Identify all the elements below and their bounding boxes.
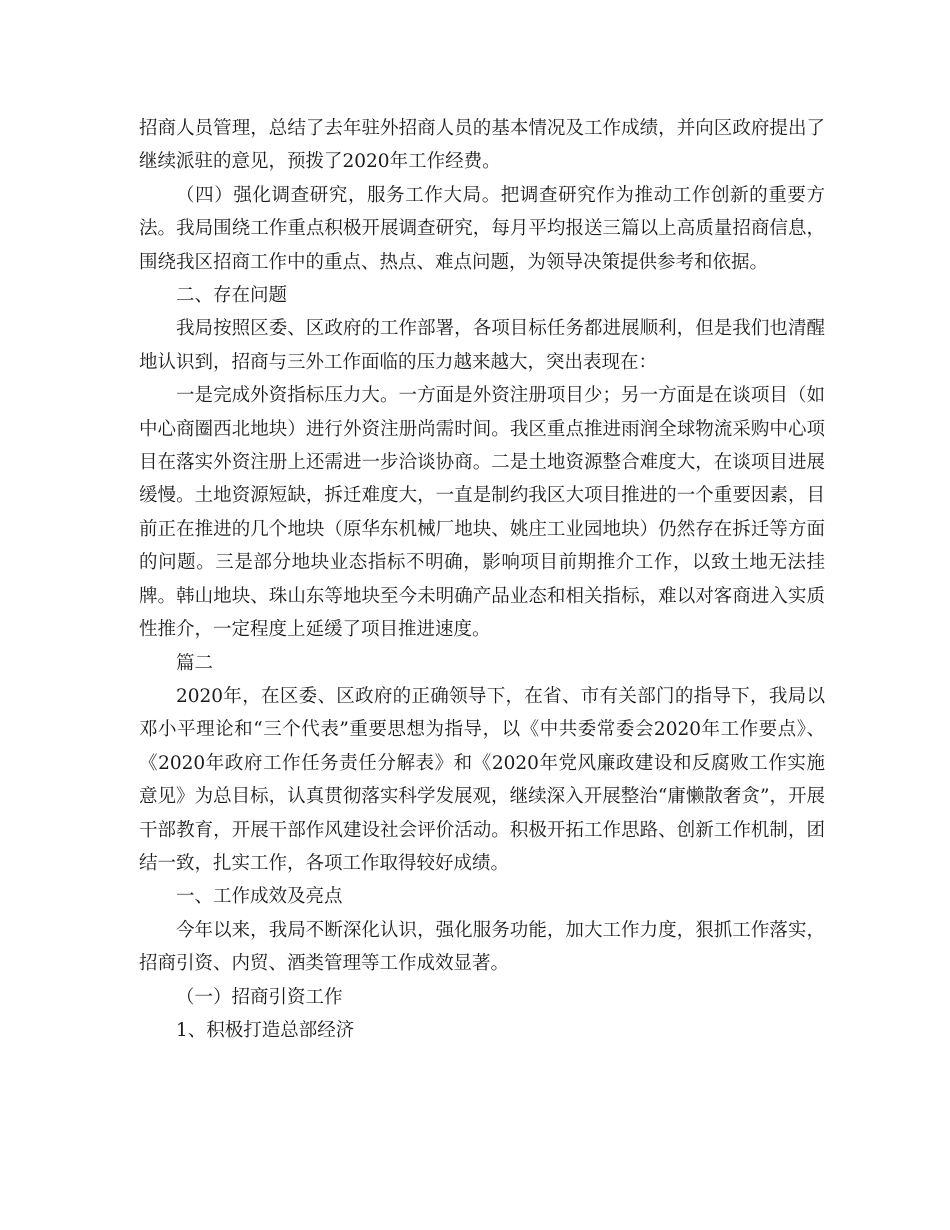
subsection-heading-investment: （一）招商引资工作 [176,986,343,1008]
paragraph-4: 我局按照区委、区政府的工作部署，各项目标任务都进展顺利，但是我们也清醒地认识到，招商与三外工作面临的压力越来越大，突出表现在： [139,318,825,373]
section-heading-results: 一、工作成效及亮点 [176,886,343,908]
section-heading-problems: 二、存在问题 [176,285,288,307]
paragraph-5: 一是完成外资指标压力大。一方面是外资注册项目少；另一方面是在谈项目（如中心商圈西北地块）进行外资注册尚需时间。我区重点推进雨润全球物流采购中心项目在落实外资注册上还需进一步洽谈协商。二是土地资源整合难度大，在谈项目进展缓慢。土地资源短缺，拆迁难度大，一直是制约我区大项目推进的一个重要因素，目前正在推进的几个地块（原华东机械厂地块、姚庄工业园地块）仍然存在拆迁等方面的问题。三是部分地块业态指标不明确，影响项目前期推介工作，以致土地无法挂牌。韩山地块、珠山东等地块至今未明确产品业态和相关指标，难以对客商进入实质性推介，一定程度上延缓了项目推进速度。 [139,385,825,641]
item-heading-1: 1、积极打造总部经济 [176,1019,355,1041]
paragraph-7: 2020年，在区委、区政府的正确领导下，在省、市有关部门的指导下，我局以邓小平理论和“三个代表”重要思想为指导，以《中共委常委会2020年工作要点》、《2020年政府工作任务责任分解表》和《2020年党风廉政建设和反腐败工作实施意见》为总目标，认真贯彻落实科学发展观，继续深入开展整治“庸懒散奢贪”，开展干部教育，开展干部作风建设社会评价活动。积极开拓工作思路、创新工作机制，团结一致，扎实工作，各项工作取得较好成绩。 [139,685,825,874]
document-body [139,112,825,1047]
paragraph-1: 招商人员管理，总结了去年驻外招商人员的基本情况及工作成绩，并向区政府提出了继续派驻的意见，预拨了2020年工作经费。 [139,118,825,173]
paragraph-9: 今年以来，我局不断深化认识，强化服务功能，加大工作力度，狠抓工作落实，招商引资、内贸、酒类管理等工作成效显著。 [139,919,825,975]
part-heading-2: 篇二 [176,652,214,674]
paragraph-2: （四）强化调查研究，服务工作大局。把调查研究作为推动工作创新的重要方法。我局围绕工作重点积极开展调查研究，每月平均报送三篇以上高质量招商信息，围绕我区招商工作中的重点、热点、难点问题，为领导决策提供参考和依据。 [139,184,825,273]
